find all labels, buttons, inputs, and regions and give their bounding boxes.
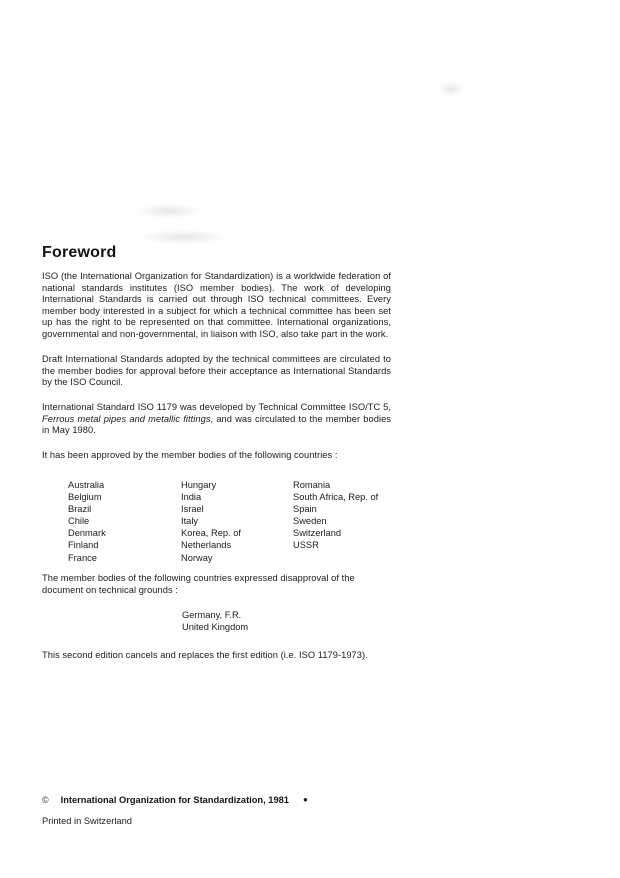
country-item: South Africa, Rep. of [293, 492, 379, 503]
country-item: Switzerland [293, 528, 342, 539]
committee-title: Ferrous metal pipes and metallic fittings [42, 413, 211, 424]
country-item: Norway [181, 552, 213, 563]
paragraph-second-edition: This second edition cancels and replaces the first edition (i.e. ISO 1179-1973). [42, 650, 368, 660]
country-item: Israel [181, 504, 204, 515]
bullet-icon: ● [302, 795, 308, 804]
paragraph-iso-federation: ISO (the International Organization for Standardization) is a worldwide federation of national standards institutes (ISO member bodies). The work of developing International Standards is carried out through ISO technical committees. Every member body interested in a subject for which a technical committee has been set up has the right to be represented on that committee. International organizations, governmental and non-governmental, in liaison with ISO, also take part in the work. [42, 271, 391, 339]
country-item: Korea, Rep. of [181, 528, 241, 539]
approving-countries-list [42, 479, 391, 564]
country-item: Italy [181, 516, 199, 527]
paragraph-draft-standards: Draft International Standards adopted by the technical committees are circulated to the member bodies for approval before their acceptance as International Standards by the ISO Council. [42, 354, 391, 387]
country-item: Netherlands [181, 540, 232, 551]
country-item: Brazil [68, 504, 92, 515]
country-item: India [181, 492, 202, 503]
country-item: Australia [68, 480, 105, 490]
country-item: Hungary [181, 480, 217, 490]
paragraph-iso-1179-before: International Standard ISO 1179 was developed by Technical Committee ISO/TC 5, [42, 402, 391, 412]
scan-artifact [136, 204, 202, 218]
scan-artifact [438, 82, 464, 96]
copyright-icon: © [42, 795, 49, 805]
country-item: France [68, 552, 97, 563]
printed-in-label: Printed in Switzerland [42, 816, 132, 826]
approving-countries-column-2 [181, 479, 241, 564]
country-item: United Kingdom [182, 622, 249, 633]
copyright-line [42, 795, 308, 805]
paragraph-iso-1179 [42, 402, 391, 437]
paragraph-iso-1179-after: , and was circulated to the member bodies in May 1980. [42, 413, 391, 435]
approving-countries-column-1 [68, 479, 106, 564]
country-item: Denmark [68, 528, 106, 539]
country-item: Romania [293, 480, 331, 490]
country-item: Spain [293, 504, 317, 515]
approving-countries-column-3 [293, 479, 378, 552]
country-item: Chile [68, 516, 90, 527]
page-title: Foreword [42, 244, 117, 261]
disapproving-countries-list [182, 609, 248, 633]
country-item: Finland [68, 540, 99, 551]
paragraph-disapproval-intro: The member bodies of the following countries expressed disapproval of the document on technical grounds : [42, 573, 355, 595]
copyright-text: International Organization for Standardization, 1981 [60, 795, 289, 805]
country-item: Belgium [68, 492, 102, 503]
scan-artifact [138, 230, 228, 244]
country-item: USSR [293, 540, 319, 551]
paragraph-approved-intro: It has been approved by the member bodies of the following countries : [42, 450, 338, 460]
country-item: Sweden [293, 516, 327, 527]
country-item: Germany, F.R. [182, 610, 242, 620]
